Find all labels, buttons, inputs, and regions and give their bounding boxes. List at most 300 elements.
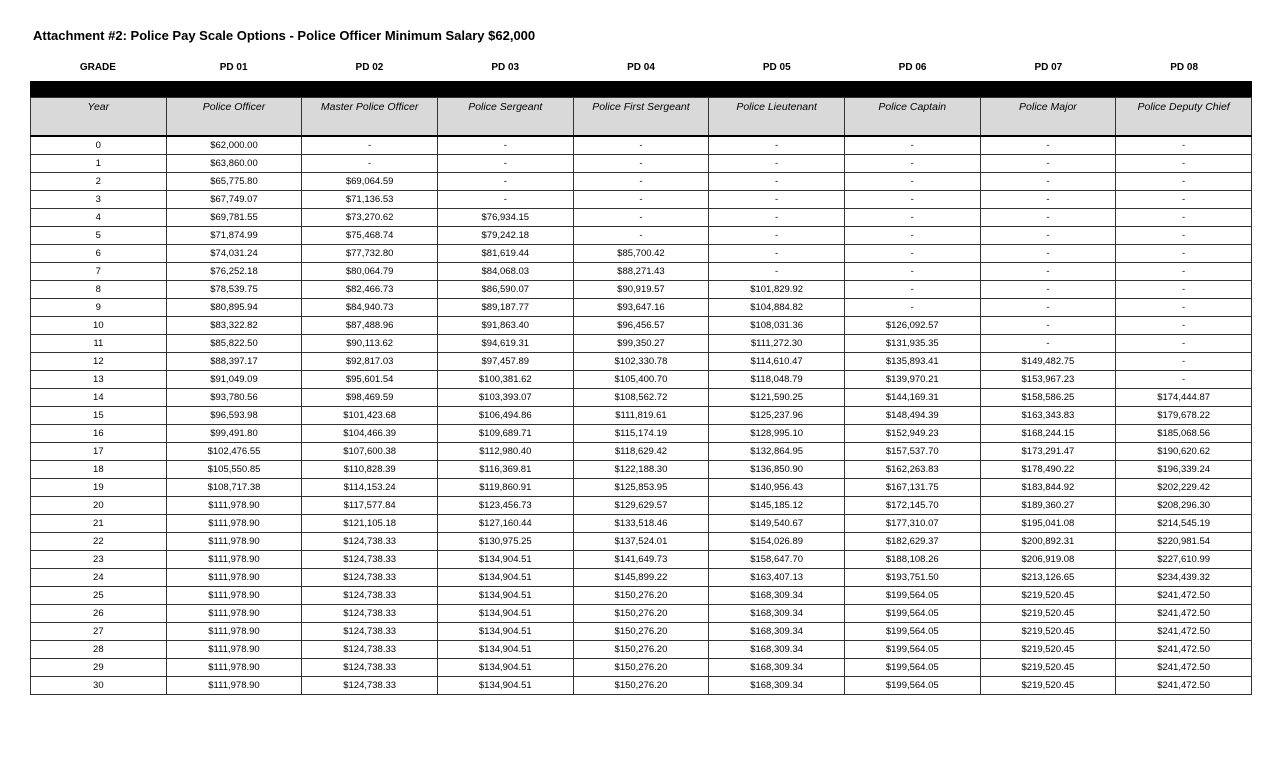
- grade-pd04: PD 04: [627, 62, 655, 73]
- salary-cell: $79,242.18: [437, 227, 573, 245]
- col-header-master-police-officer: Master Police Officer: [302, 98, 438, 137]
- salary-cell: $167,131.75: [844, 479, 980, 497]
- salary-cell: $91,049.09: [166, 371, 302, 389]
- salary-cell: $86,590.07: [437, 281, 573, 299]
- salary-cell: $150,276.20: [573, 641, 709, 659]
- salary-cell: $73,270.62: [302, 209, 438, 227]
- salary-cell: -: [1116, 227, 1252, 245]
- salary-cell: -: [573, 136, 709, 155]
- salary-cell: $104,884.82: [709, 299, 845, 317]
- salary-cell: $63,860.00: [166, 155, 302, 173]
- salary-cell: $173,291.47: [980, 443, 1116, 461]
- table-row: [31, 551, 1252, 569]
- salary-cell: $158,647.70: [709, 551, 845, 569]
- salary-cell: $188,108.26: [844, 551, 980, 569]
- salary-cell: -: [980, 281, 1116, 299]
- table-row: [31, 263, 1252, 281]
- salary-cell: -: [1116, 155, 1252, 173]
- salary-cell: $90,113.62: [302, 335, 438, 353]
- salary-cell: $149,540.67: [709, 515, 845, 533]
- table-row: [31, 281, 1252, 299]
- salary-cell: $101,829.92: [709, 281, 845, 299]
- salary-cell: $136,850.90: [709, 461, 845, 479]
- salary-cell: -: [1116, 136, 1252, 155]
- salary-cell: -: [573, 191, 709, 209]
- salary-cell: $172,145.70: [844, 497, 980, 515]
- salary-cell: $124,738.33: [302, 551, 438, 569]
- salary-cell: $96,456.57: [573, 317, 709, 335]
- table-row: [31, 317, 1252, 335]
- salary-cell: $168,309.34: [709, 605, 845, 623]
- year-cell: 3: [31, 191, 167, 209]
- salary-cell: $168,309.34: [709, 623, 845, 641]
- col-header-year: Year: [31, 98, 167, 137]
- salary-cell: $168,309.34: [709, 587, 845, 605]
- pay-scale-table: [30, 97, 1252, 695]
- salary-cell: $168,309.34: [709, 659, 845, 677]
- col-header-police-deputy-chief: Police Deputy Chief: [1116, 98, 1252, 137]
- salary-cell: $85,822.50: [166, 335, 302, 353]
- salary-cell: $93,780.56: [166, 389, 302, 407]
- year-cell: 15: [31, 407, 167, 425]
- col-header-police-major: Police Major: [980, 98, 1116, 137]
- salary-cell: $241,472.50: [1116, 659, 1252, 677]
- salary-cell: $74,031.24: [166, 245, 302, 263]
- year-cell: 10: [31, 317, 167, 335]
- salary-cell: $145,899.22: [573, 569, 709, 587]
- grade-pd06: PD 06: [898, 62, 927, 73]
- salary-cell: -: [1116, 317, 1252, 335]
- col-header-police-captain: Police Captain: [844, 98, 980, 137]
- salary-cell: $83,322.82: [166, 317, 302, 335]
- salary-cell: $137,524.01: [573, 533, 709, 551]
- salary-cell: $133,518.46: [573, 515, 709, 533]
- salary-cell: $88,397.17: [166, 353, 302, 371]
- salary-cell: $111,978.90: [166, 659, 302, 677]
- year-cell: 6: [31, 245, 167, 263]
- salary-cell: $214,545.19: [1116, 515, 1252, 533]
- salary-cell: $118,629.42: [573, 443, 709, 461]
- salary-cell: -: [980, 317, 1116, 335]
- salary-cell: $241,472.50: [1116, 587, 1252, 605]
- salary-cell: -: [437, 173, 573, 191]
- year-cell: 9: [31, 299, 167, 317]
- salary-cell: $110,828.39: [302, 461, 438, 479]
- salary-cell: -: [980, 227, 1116, 245]
- salary-cell: -: [573, 173, 709, 191]
- salary-cell: -: [1116, 371, 1252, 389]
- salary-cell: $82,466.73: [302, 281, 438, 299]
- salary-cell: $126,092.57: [844, 317, 980, 335]
- salary-cell: $119,860.91: [437, 479, 573, 497]
- salary-cell: $219,520.45: [980, 659, 1116, 677]
- salary-cell: $127,160.44: [437, 515, 573, 533]
- salary-cell: $101,423.68: [302, 407, 438, 425]
- table-row: [31, 659, 1252, 677]
- salary-cell: $134,904.51: [437, 605, 573, 623]
- salary-cell: $219,520.45: [980, 677, 1116, 695]
- salary-cell: $105,400.70: [573, 371, 709, 389]
- year-cell: 25: [31, 587, 167, 605]
- salary-cell: $196,339.24: [1116, 461, 1252, 479]
- salary-cell: -: [980, 173, 1116, 191]
- year-cell: 20: [31, 497, 167, 515]
- salary-cell: $134,904.51: [437, 587, 573, 605]
- salary-cell: -: [844, 173, 980, 191]
- salary-cell: $124,738.33: [302, 569, 438, 587]
- table-row: [31, 209, 1252, 227]
- salary-cell: $108,031.36: [709, 317, 845, 335]
- salary-cell: $111,819.61: [573, 407, 709, 425]
- table-row: [31, 155, 1252, 173]
- salary-cell: $71,874.99: [166, 227, 302, 245]
- salary-cell: $220,981.54: [1116, 533, 1252, 551]
- salary-cell: $99,350.27: [573, 335, 709, 353]
- year-cell: 8: [31, 281, 167, 299]
- col-header-police-first-sergeant: Police First Sergeant: [573, 98, 709, 137]
- salary-cell: -: [709, 155, 845, 173]
- year-cell: 26: [31, 605, 167, 623]
- salary-cell: -: [980, 299, 1116, 317]
- salary-cell: $135,893.41: [844, 353, 980, 371]
- grade-pd02: PD 02: [355, 62, 384, 73]
- salary-cell: $102,330.78: [573, 353, 709, 371]
- salary-cell: $163,407.13: [709, 569, 845, 587]
- salary-cell: $141,649.73: [573, 551, 709, 569]
- year-cell: 30: [31, 677, 167, 695]
- salary-cell: $69,781.55: [166, 209, 302, 227]
- salary-cell: $77,732.80: [302, 245, 438, 263]
- table-row: [31, 623, 1252, 641]
- salary-cell: $140,956.43: [709, 479, 845, 497]
- salary-cell: -: [980, 191, 1116, 209]
- salary-cell: $124,738.33: [302, 533, 438, 551]
- table-row: [31, 497, 1252, 515]
- table-row: [31, 191, 1252, 209]
- table-row: [31, 227, 1252, 245]
- salary-cell: -: [1116, 191, 1252, 209]
- salary-cell: $168,309.34: [709, 677, 845, 695]
- salary-cell: $157,537.70: [844, 443, 980, 461]
- salary-cell: $102,476.55: [166, 443, 302, 461]
- grade-row: [30, 62, 1252, 78]
- year-cell: 0: [31, 136, 167, 155]
- salary-cell: $124,738.33: [302, 659, 438, 677]
- salary-cell: $92,817.03: [302, 353, 438, 371]
- salary-cell: -: [1116, 299, 1252, 317]
- salary-cell: $177,310.07: [844, 515, 980, 533]
- table-row: [31, 299, 1252, 317]
- salary-cell: $153,967.23: [980, 371, 1116, 389]
- col-header-police-sergeant: Police Sergeant: [437, 98, 573, 137]
- salary-cell: -: [1116, 209, 1252, 227]
- salary-cell: $148,494.39: [844, 407, 980, 425]
- salary-cell: $154,026.89: [709, 533, 845, 551]
- table-row: [31, 587, 1252, 605]
- salary-cell: -: [302, 155, 438, 173]
- table-row: [31, 641, 1252, 659]
- salary-cell: -: [709, 227, 845, 245]
- salary-cell: $150,276.20: [573, 677, 709, 695]
- table-row: [31, 335, 1252, 353]
- salary-cell: $149,482.75: [980, 353, 1116, 371]
- salary-cell: -: [709, 209, 845, 227]
- salary-cell: $100,381.62: [437, 371, 573, 389]
- salary-cell: $111,978.90: [166, 605, 302, 623]
- salary-cell: $116,369.81: [437, 461, 573, 479]
- salary-cell: -: [980, 155, 1116, 173]
- salary-cell: $104,466.39: [302, 425, 438, 443]
- year-cell: 7: [31, 263, 167, 281]
- salary-cell: $67,749.07: [166, 191, 302, 209]
- table-row: [31, 461, 1252, 479]
- salary-cell: -: [709, 263, 845, 281]
- year-cell: 17: [31, 443, 167, 461]
- grade-pd05: PD 05: [762, 62, 791, 73]
- salary-cell: -: [1116, 245, 1252, 263]
- salary-cell: -: [844, 299, 980, 317]
- salary-cell: $168,309.34: [709, 641, 845, 659]
- salary-cell: $150,276.20: [573, 659, 709, 677]
- salary-cell: $199,564.05: [844, 677, 980, 695]
- salary-cell: $121,590.25: [709, 389, 845, 407]
- salary-cell: $241,472.50: [1116, 605, 1252, 623]
- salary-cell: $78,539.75: [166, 281, 302, 299]
- grade-pd08: PD 08: [1170, 62, 1199, 73]
- grade-pd01: PD 01: [219, 62, 248, 73]
- salary-cell: $193,751.50: [844, 569, 980, 587]
- salary-cell: $108,717.38: [166, 479, 302, 497]
- salary-cell: $134,904.51: [437, 677, 573, 695]
- salary-cell: -: [573, 227, 709, 245]
- table-row: [31, 443, 1252, 461]
- salary-cell: $134,904.51: [437, 623, 573, 641]
- salary-cell: -: [1116, 263, 1252, 281]
- salary-cell: $189,360.27: [980, 497, 1116, 515]
- salary-cell: $108,562.72: [573, 389, 709, 407]
- salary-cell: $134,904.51: [437, 569, 573, 587]
- salary-cell: $76,934.15: [437, 209, 573, 227]
- salary-cell: $111,978.90: [166, 623, 302, 641]
- salary-cell: $128,995.10: [709, 425, 845, 443]
- salary-cell: -: [709, 136, 845, 155]
- salary-cell: $124,738.33: [302, 605, 438, 623]
- salary-cell: -: [437, 136, 573, 155]
- year-cell: 29: [31, 659, 167, 677]
- salary-cell: $89,187.77: [437, 299, 573, 317]
- salary-cell: -: [573, 155, 709, 173]
- salary-cell: $190,620.62: [1116, 443, 1252, 461]
- salary-cell: -: [844, 191, 980, 209]
- salary-cell: $206,919.08: [980, 551, 1116, 569]
- salary-cell: $241,472.50: [1116, 623, 1252, 641]
- salary-cell: $85,700.42: [573, 245, 709, 263]
- table-row: [31, 353, 1252, 371]
- salary-cell: $241,472.50: [1116, 677, 1252, 695]
- salary-cell: $62,000.00: [166, 136, 302, 155]
- table-row: [31, 533, 1252, 551]
- salary-cell: -: [1116, 353, 1252, 371]
- salary-cell: $130,975.25: [437, 533, 573, 551]
- year-cell: 16: [31, 425, 167, 443]
- salary-cell: $111,978.90: [166, 515, 302, 533]
- salary-cell: $139,970.21: [844, 371, 980, 389]
- salary-cell: -: [844, 227, 980, 245]
- salary-cell: $81,619.44: [437, 245, 573, 263]
- salary-cell: -: [1116, 173, 1252, 191]
- col-header-police-lieutenant: Police Lieutenant: [709, 98, 845, 137]
- grade-pd03: PD 03: [491, 62, 520, 73]
- salary-cell: $103,393.07: [437, 389, 573, 407]
- salary-cell: $124,738.33: [302, 623, 438, 641]
- salary-cell: $90,919.57: [573, 281, 709, 299]
- salary-cell: $99,491.80: [166, 425, 302, 443]
- salary-cell: $163,343.83: [980, 407, 1116, 425]
- salary-cell: $182,629.37: [844, 533, 980, 551]
- salary-cell: $125,237.96: [709, 407, 845, 425]
- salary-cell: -: [573, 209, 709, 227]
- salary-cell: $150,276.20: [573, 605, 709, 623]
- salary-cell: $185,068.56: [1116, 425, 1252, 443]
- salary-cell: $109,689.71: [437, 425, 573, 443]
- year-cell: 18: [31, 461, 167, 479]
- salary-cell: $134,904.51: [437, 551, 573, 569]
- year-cell: 28: [31, 641, 167, 659]
- year-cell: 4: [31, 209, 167, 227]
- salary-cell: $195,041.08: [980, 515, 1116, 533]
- salary-cell: -: [980, 335, 1116, 353]
- year-cell: 24: [31, 569, 167, 587]
- table-row: [31, 605, 1252, 623]
- salary-cell: $111,978.90: [166, 569, 302, 587]
- salary-cell: $114,610.47: [709, 353, 845, 371]
- table-row: [31, 136, 1252, 155]
- salary-cell: $199,564.05: [844, 641, 980, 659]
- salary-cell: -: [709, 173, 845, 191]
- salary-cell: -: [844, 245, 980, 263]
- year-cell: 21: [31, 515, 167, 533]
- year-cell: 23: [31, 551, 167, 569]
- salary-cell: $208,296.30: [1116, 497, 1252, 515]
- salary-cell: $75,468.74: [302, 227, 438, 245]
- salary-cell: $111,978.90: [166, 551, 302, 569]
- salary-cell: $150,276.20: [573, 587, 709, 605]
- salary-cell: $121,105.18: [302, 515, 438, 533]
- salary-cell: $88,271.43: [573, 263, 709, 281]
- salary-cell: $199,564.05: [844, 605, 980, 623]
- table-row: [31, 407, 1252, 425]
- salary-cell: $65,775.80: [166, 173, 302, 191]
- salary-cell: $199,564.05: [844, 623, 980, 641]
- salary-cell: $219,520.45: [980, 641, 1116, 659]
- salary-cell: -: [844, 155, 980, 173]
- salary-cell: $105,550.85: [166, 461, 302, 479]
- salary-cell: -: [437, 155, 573, 173]
- salary-cell: $234,439.32: [1116, 569, 1252, 587]
- salary-cell: $125,853.95: [573, 479, 709, 497]
- table-row: [31, 425, 1252, 443]
- salary-cell: $145,185.12: [709, 497, 845, 515]
- salary-cell: $131,935.35: [844, 335, 980, 353]
- salary-cell: $84,068.03: [437, 263, 573, 281]
- salary-cell: $134,904.51: [437, 641, 573, 659]
- salary-cell: $150,276.20: [573, 623, 709, 641]
- table-row: [31, 677, 1252, 695]
- salary-cell: $96,593.98: [166, 407, 302, 425]
- salary-cell: $162,263.83: [844, 461, 980, 479]
- year-cell: 14: [31, 389, 167, 407]
- salary-cell: $219,520.45: [980, 587, 1116, 605]
- salary-cell: $183,844.92: [980, 479, 1116, 497]
- year-cell: 5: [31, 227, 167, 245]
- salary-cell: $111,978.90: [166, 677, 302, 695]
- salary-cell: $124,738.33: [302, 641, 438, 659]
- salary-cell: $144,169.31: [844, 389, 980, 407]
- salary-cell: $93,647.16: [573, 299, 709, 317]
- salary-cell: -: [844, 209, 980, 227]
- salary-cell: $158,586.25: [980, 389, 1116, 407]
- salary-cell: -: [980, 136, 1116, 155]
- salary-cell: $123,456.73: [437, 497, 573, 515]
- salary-cell: $132,864.95: [709, 443, 845, 461]
- salary-cell: $219,520.45: [980, 605, 1116, 623]
- salary-cell: $111,978.90: [166, 641, 302, 659]
- salary-cell: -: [844, 136, 980, 155]
- salary-cell: $152,949.23: [844, 425, 980, 443]
- table-row: [31, 515, 1252, 533]
- salary-cell: $76,252.18: [166, 263, 302, 281]
- salary-cell: $87,488.96: [302, 317, 438, 335]
- salary-cell: $84,940.73: [302, 299, 438, 317]
- salary-cell: -: [302, 136, 438, 155]
- salary-cell: $115,174.19: [573, 425, 709, 443]
- table-row: [31, 569, 1252, 587]
- table-header-row: [31, 98, 1252, 137]
- salary-cell: $80,895.94: [166, 299, 302, 317]
- document-title: Attachment #2: Police Pay Scale Options - Police Officer Minimum Salary $62,000: [33, 28, 536, 43]
- salary-cell: $202,229.42: [1116, 479, 1252, 497]
- salary-cell: $111,272.30: [709, 335, 845, 353]
- salary-cell: -: [980, 209, 1116, 227]
- salary-cell: -: [844, 281, 980, 299]
- salary-cell: $94,619.31: [437, 335, 573, 353]
- table-row: [31, 389, 1252, 407]
- year-cell: 1: [31, 155, 167, 173]
- salary-cell: -: [709, 191, 845, 209]
- salary-cell: $178,490.22: [980, 461, 1116, 479]
- salary-cell: $122,188.30: [573, 461, 709, 479]
- salary-cell: $200,892.31: [980, 533, 1116, 551]
- salary-cell: $69,064.59: [302, 173, 438, 191]
- salary-cell: $199,564.05: [844, 659, 980, 677]
- salary-cell: $111,978.90: [166, 587, 302, 605]
- salary-cell: $124,738.33: [302, 587, 438, 605]
- salary-cell: $124,738.33: [302, 677, 438, 695]
- salary-cell: $134,904.51: [437, 659, 573, 677]
- salary-cell: -: [709, 245, 845, 263]
- salary-cell: $179,678.22: [1116, 407, 1252, 425]
- table-row: [31, 245, 1252, 263]
- salary-cell: $199,564.05: [844, 587, 980, 605]
- salary-cell: $106,494.86: [437, 407, 573, 425]
- col-header-police-officer: Police Officer: [166, 98, 302, 137]
- table-row: [31, 371, 1252, 389]
- salary-cell: $241,472.50: [1116, 641, 1252, 659]
- year-cell: 13: [31, 371, 167, 389]
- salary-cell: $168,244.15: [980, 425, 1116, 443]
- table-row: [31, 479, 1252, 497]
- salary-cell: $118,048.79: [709, 371, 845, 389]
